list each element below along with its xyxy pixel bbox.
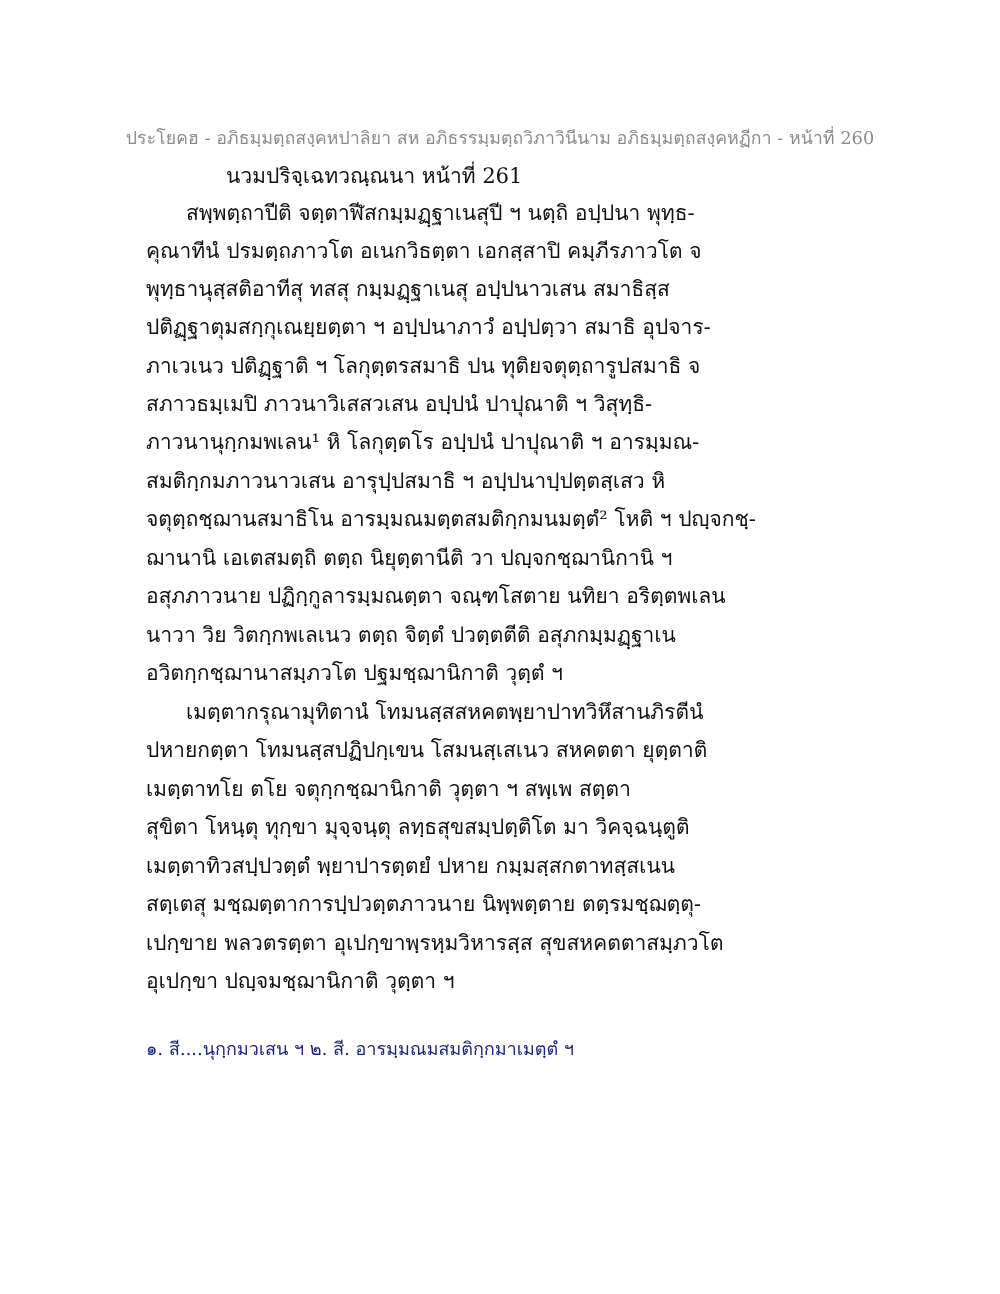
paragraph-line: นาวา วิย วิตกฺกพเลเนว ตตฺถ จิตฺตํ ปวตฺตตีติ อสุภกมฺมฏฺฐาเน	[146, 623, 676, 647]
paragraph-line: อุเปกฺขา ปญฺจมชฺฌานิกาติ วุตฺตา ฯ	[146, 969, 455, 993]
footnotes: ๑. สี....นุกฺกมวเสน ฯ ๒. สี. อารมฺมณมสมติกฺกมาเมตฺตํ ฯ	[146, 1039, 574, 1060]
paragraph-line: เมตฺตากรุณามุทิตานํ โทมนสฺสสหคตพฺยาปาทวิหึสานภิรตีนํ	[186, 700, 704, 724]
running-header: ประโยคฮ - อภิธมฺมตฺถสงฺคหปาลิยา สห อภิธรรมฺมตฺถวิภาวินีนาม อภิธมฺมตฺถสงฺคหฏีกา - หน้าที่ 260	[125, 129, 875, 149]
paragraph-line: สพฺพตฺถาปีติ จตฺตาฬีสกมฺมฏฺฐาเนสุปี ฯ นตฺถิ อปฺปนา พุทฺธ-	[186, 201, 695, 225]
paragraph-line: สภาวธมฺเมปิ ภาวนาวิเสสวเสน อปฺปนํ ปาปุณาติ ฯ วิสุทฺธิ-	[146, 392, 653, 416]
paragraph-line: เมตฺตาทโย ตโย จตุกฺกชฺฌานิกาติ วุตฺตา ฯ สพฺเพ สตฺตา	[146, 777, 631, 801]
section-title: นวมปริจฺเฉทวณฺณนา หน้าที่ 261	[226, 164, 523, 188]
paragraph-line: อสุภภาวนาย ปฏิกฺกูลารมฺมณตฺตา จณฺฑโสตาย นทิยา อริตฺตพเลน	[146, 584, 726, 608]
paragraph-line: ปติฏฺฐาตุมสกฺกุเณยฺยตฺตา ฯ อปฺปนาภาวํ อปฺปตฺวา สมาธิ อุปจาร-	[146, 315, 711, 339]
paragraph-line: จตุตฺถชฺฌานสมาธิโน อารมฺมณมตฺตสมติกฺกมนมตฺตํ² โหติ ฯ ปญฺจกชฺ-	[146, 507, 756, 531]
paragraph-line: ภาวนานุกฺกมพเลน¹ หิ โลกุตฺตโร อปฺปนํ ปาปุณาติ ฯ อารมฺมณ-	[146, 430, 700, 454]
paragraph-line: สมติกฺกมภาวนาวเสน อารุปฺปสมาธิ ฯ อปฺปนาปฺปตฺตสฺเสว หิ	[146, 469, 666, 493]
paragraph-line: พุทฺธานุสฺสติอาทีสุ ทสสุ กมฺมฏฺฐาเนสุ อปฺปนาวเสน สมาธิสฺส	[146, 277, 670, 301]
paragraph-line: สุขิตา โหนฺตุ ทุกฺขา มุจฺจนฺตุ ลทฺธสุขสมฺปตฺติโต มา วิคจฺฉนฺตูติ	[146, 815, 690, 839]
paragraph-line: ฌานานิ เอเตสมตฺถิ ตตฺถ นิยุตฺตานีติ วา ปญฺจกชฺฌานิกานิ ฯ	[146, 546, 673, 570]
paragraph-line: เปกฺขาย พลวตรตฺตา อุเปกฺขาพฺรหฺมวิหารสฺส สุขสหคตตาสมฺภวโต	[146, 931, 724, 955]
paragraph-line: ปหายกตฺตา โทมนสฺสปฏิปกฺเขน โสมนสฺเสเนว สหคตตา ยุตฺตาติ	[146, 738, 708, 762]
paragraph-line: อวิตกฺกชฺฌานาสมฺภวโต ปฐมชฺฌานิกาติ วุตฺตํ ฯ	[146, 661, 563, 685]
paragraph-line: เมตฺตาทิวสปฺปวตฺตํ พฺยาปารตฺตยํ ปหาย กมฺมสฺสกตาทสฺสเนน	[146, 854, 676, 878]
paragraph-line: คุณาทีนํ ปรมตฺถภาวโต อเนกวิธตฺตา เอกสฺสาปิ คมฺภีรภาวโต จ	[146, 239, 702, 263]
paragraph-line: สตฺเตสุ มชฺฌตฺตาการปฺปวตฺตภาวนาย นิพฺพตฺตาย ตตฺรมชฺฌตฺตุ-	[146, 892, 701, 916]
paragraph-line: ภาเวเนว ปติฏฺฐาติ ฯ โลกุตฺตรสมาธิ ปน ทุติยจตุตฺถารูปสมาธิ จ	[146, 354, 701, 378]
